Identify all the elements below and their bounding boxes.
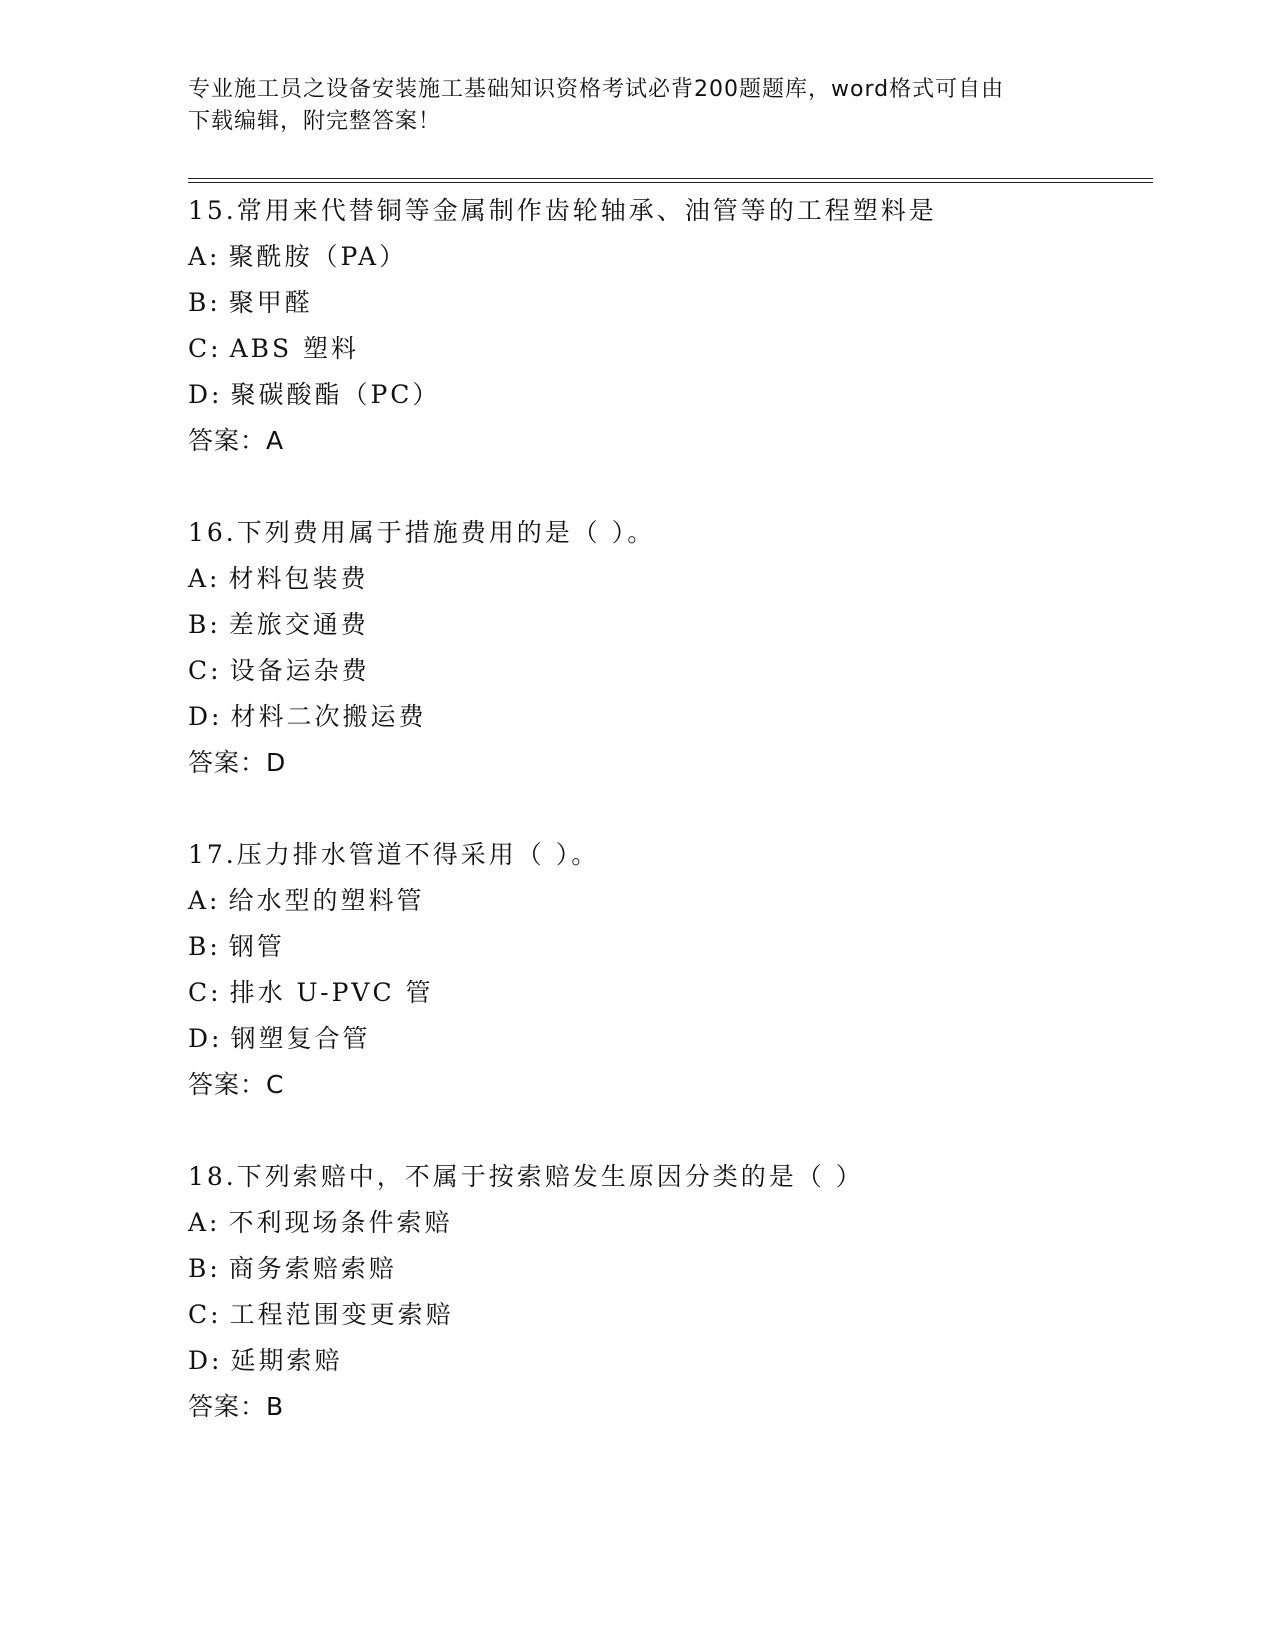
question-stem: 16.下列费用属于措施费用的是（ ）。 [188,518,656,547]
option-a [188,878,1148,924]
option-c [188,326,1148,372]
option-text: 聚酰胺（PA） [228,242,408,271]
option-text: 钢管 [228,932,285,961]
option-letter: D: [188,380,223,409]
question-stem: 17.压力排水管道不得采用（ ）。 [188,840,600,869]
question-17 [188,832,1148,1108]
option-b [188,1246,1148,1292]
option-text: 钢塑复合管 [230,1024,371,1053]
option-letter: D: [188,702,223,731]
question-list [188,188,1148,1476]
option-letter: D: [188,1024,223,1053]
option-letter: A: [188,242,221,271]
header-line-2: 下载编辑，附完整答案！ [188,109,442,134]
answer-line: 答案：B [188,1392,285,1421]
option-letter: C: [188,334,222,363]
option-letter: B: [188,932,221,961]
option-text: 延期索赔 [230,1346,343,1375]
option-text: 给水型的塑料管 [228,886,425,915]
option-text: 差旅交通费 [228,610,369,639]
option-d [188,372,1148,418]
option-a [188,234,1148,280]
option-c [188,1292,1148,1338]
header-divider [188,178,1153,183]
option-letter: B: [188,610,221,639]
option-letter: C: [188,656,222,685]
option-text: 聚碳酸酯（PC） [230,380,441,409]
option-text: 材料二次搬运费 [230,702,427,731]
option-b [188,924,1148,970]
option-letter: B: [188,1254,221,1283]
question-15 [188,188,1148,464]
option-text: 排水 U-PVC 管 [229,978,434,1007]
option-c [188,970,1148,1016]
option-letter: B: [188,288,221,317]
option-text: 工程范围变更索赔 [229,1300,454,1329]
option-letter: A: [188,1208,221,1237]
answer-line: 答案：D [188,748,287,777]
option-letter: A: [188,564,221,593]
option-letter: A: [188,886,221,915]
document-header [188,74,1068,138]
option-letter: C: [188,978,222,1007]
option-a [188,556,1148,602]
option-text: 材料包装费 [228,564,369,593]
answer-line: 答案：C [188,1070,285,1099]
option-text: 不利现场条件索赔 [228,1208,453,1237]
option-text: 商务索赔索赔 [228,1254,397,1283]
question-stem: 18.下列索赔中，不属于按索赔发生原因分类的是（ ） [188,1162,864,1191]
option-d [188,1016,1148,1062]
question-16 [188,510,1148,786]
header-line-1: 专业施工员之设备安装施工基础知识资格考试必背200题题库，word格式可自由 [188,77,1005,102]
option-d [188,1338,1148,1384]
option-b [188,602,1148,648]
option-a [188,1200,1148,1246]
question-18 [188,1154,1148,1430]
answer-line: 答案：A [188,426,285,455]
question-stem: 15.常用来代替铜等金属制作齿轮轴承、油管等的工程塑料是 [188,196,937,225]
option-letter: D: [188,1346,223,1375]
option-text: ABS 塑料 [229,334,360,363]
option-text: 设备运杂费 [229,656,370,685]
option-b [188,280,1148,326]
option-c [188,648,1148,694]
option-text: 聚甲醛 [228,288,313,317]
option-letter: C: [188,1300,222,1329]
option-d [188,694,1148,740]
